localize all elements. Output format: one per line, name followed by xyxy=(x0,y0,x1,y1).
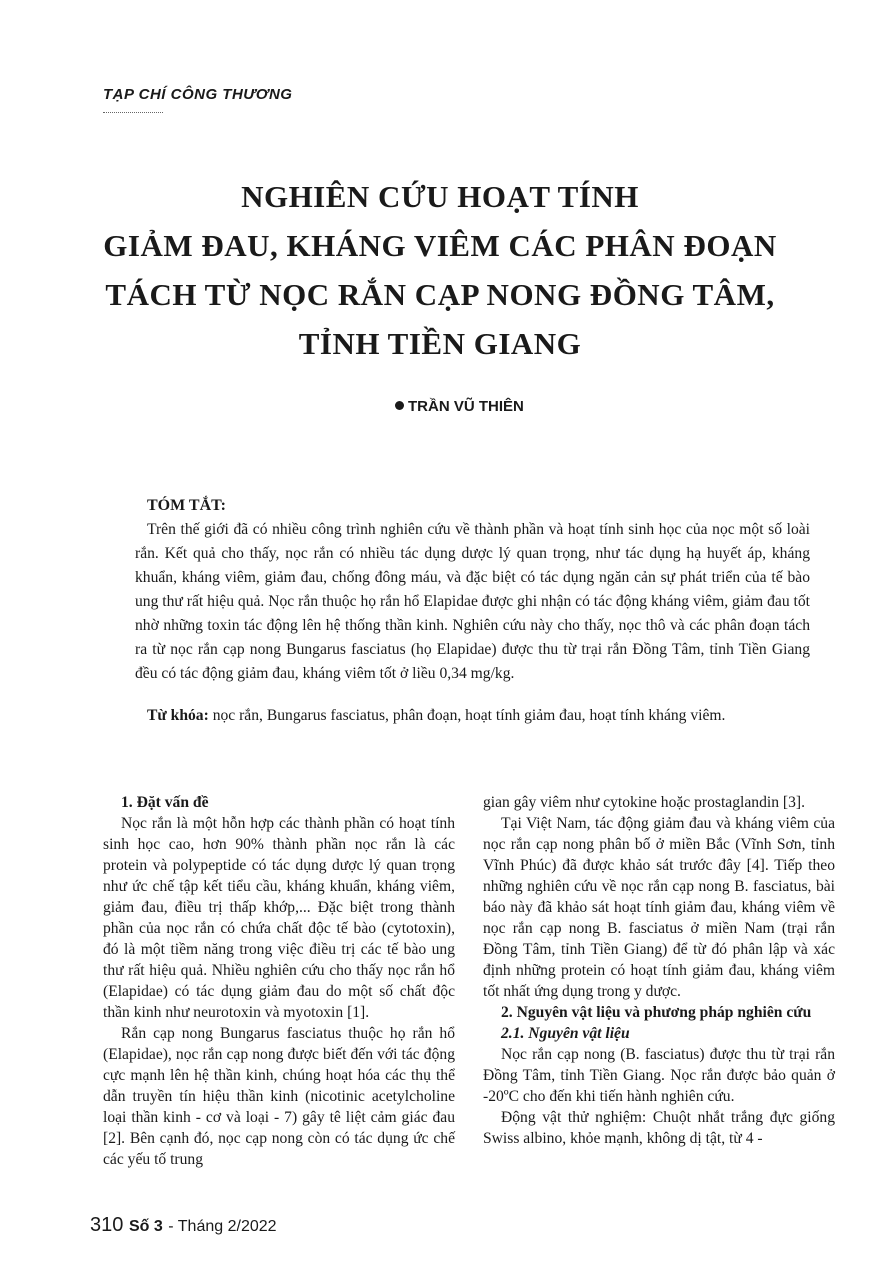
paragraph: Nọc rắn là một hỗn hợp các thành phần có hoạt tính sinh học cao, hơn 90% thành phần nọc rắn là các protein và polypeptide có tác dụng dược lý quan trọng như ức chế tập kết tiểu cầu, kháng khuẩn, kháng viêm, giảm đau, điều trị thấp khớp,... Đặc biệt trong thành phần của nọc rắn có chứa chất độc tế bào (cytotoxin), đó là một tiềm năng trong việc điều trị các tế bào ung thư rất hiệu quả. Nhiều nghiên cứu cho thấy nọc rắn hổ (Elapidae) có tác dụng giảm đau do một số chất độc thần kinh như neurotoxin và myotoxin [1]. xyxy=(103,815,455,1021)
title-line: TỈNH TIỀN GIANG xyxy=(298,326,582,361)
keywords-list: nọc rắn, Bungarus fasciatus, phân đoạn, hoạt tính giảm đau, hoạt tính kháng viêm. xyxy=(212,707,726,724)
author-name: TRẦN VŨ THIÊN xyxy=(408,398,524,415)
page-footer xyxy=(90,1214,277,1237)
keywords xyxy=(135,704,810,728)
section-heading: 1. Đặt vấn đề xyxy=(121,794,209,811)
paragraph: Tại Việt Nam, tác động giảm đau và kháng viêm của nọc rắn cạp nong phân bố ở miền Bắc (Vĩnh Sơn, tỉnh Vĩnh Phúc) đã được khảo sát trước đây [4]. Tiếp theo những nghiên cứu về nọc rắn cạp nong B. fasciatus, bài báo này đã khảo sát hoạt tính giảm đau, kháng viêm về nọc rắn cạp nong B. fasciatus ở miền Nam (trại rắn Đồng Tâm, tỉnh Tiền Giang) để từ đó phân lập và xác định những protein có hoạt tính giảm đau, kháng viêm tốt nhất ứng dụng trong y dược. xyxy=(483,815,835,1000)
title-line: NGHIÊN CỨU HOẠT TÍNH xyxy=(241,179,639,214)
bullet-icon xyxy=(395,401,404,410)
author-line xyxy=(395,398,524,415)
issue-label: Số 3 xyxy=(128,1218,163,1235)
keywords-label: Từ khóa: xyxy=(147,707,209,724)
title-line: GIẢM ĐAU, KHÁNG VIÊM CÁC PHÂN ĐOẠN xyxy=(103,228,777,263)
right-column xyxy=(483,792,835,1149)
title-line: TÁCH TỪ NỌC RẮN CẠP NONG ĐỒNG TÂM, xyxy=(105,277,775,312)
paragraph: gian gây viêm như cytokine hoặc prostaglandin [3]. xyxy=(483,794,805,811)
abstract-text: Trên thế giới đã có nhiều công trình nghiên cứu về thành phần và hoạt tính sinh học của nọc một số loài rắn. Kết quả cho thấy, nọc rắn có nhiều tác dụng dược lý quan trọng, như tác dụng hạ huyết áp, kháng khuẩn, kháng viêm, giảm đau, chống đông máu, và đặc biệt có tác dụng ngăn cản sự phát triển của tế bào ung thư rất hiệu quả. Nọc rắn thuộc họ rắn hổ Elapidae được ghi nhận có tác động kháng viêm, giảm đau tốt nhờ những toxin tác động lên hệ thống thần kinh. Nghiên cứu này cho thấy, nọc thô và các phân đoạn tách ra từ nọc rắn cạp nong Bungarus fasciatus (họ Elapidae) được thu từ trại rắn Đồng Tâm, tỉnh Tiền Giang đều có tác động giảm đau, kháng viêm tốt ở liều 0,34 mg/kg. xyxy=(135,521,810,682)
article-title xyxy=(60,172,820,368)
abstract-heading: TÓM TẮT: xyxy=(147,497,226,514)
paragraph: Động vật thử nghiệm: Chuột nhắt trắng đực giống Swiss albino, khỏe mạnh, không dị tật, từ 4 - xyxy=(483,1109,835,1147)
section-heading: 2. Nguyên vật liệu và phương pháp nghiên cứu xyxy=(501,1004,812,1021)
header-divider xyxy=(103,112,163,113)
paragraph: Rắn cạp nong Bungarus fasciatus thuộc họ rắn hổ (Elapidae), nọc rắn cạp nong được biết đến với tác động cực mạnh lên hệ thần kinh, chúng hoạt hóa các thụ thể dẫn truyền tín hiệu thần kinh (nicotinic acetylcholine loại thần kinh - cơ và loại - 7) gây tê liệt cảm giác đau [2]. Bên cạnh đó, nọc cạp nong còn có tác dụng ức chế các yếu tố trung xyxy=(103,1025,455,1168)
page-number: 310 xyxy=(90,1214,124,1236)
journal-header: TẠP CHÍ CÔNG THƯƠNG xyxy=(103,86,293,103)
paragraph: Nọc rắn cạp nong (B. fasciatus) được thu từ trại rắn Đồng Tâm, tỉnh Tiền Giang. Nọc rắn được bảo quản ở -20ºC cho đến khi tiến hành nghiên cứu. xyxy=(483,1046,835,1105)
subsection-heading: 2.1. Nguyên vật liệu xyxy=(501,1025,630,1042)
issue-date: - Tháng 2/2022 xyxy=(168,1218,277,1235)
left-column xyxy=(103,792,455,1170)
